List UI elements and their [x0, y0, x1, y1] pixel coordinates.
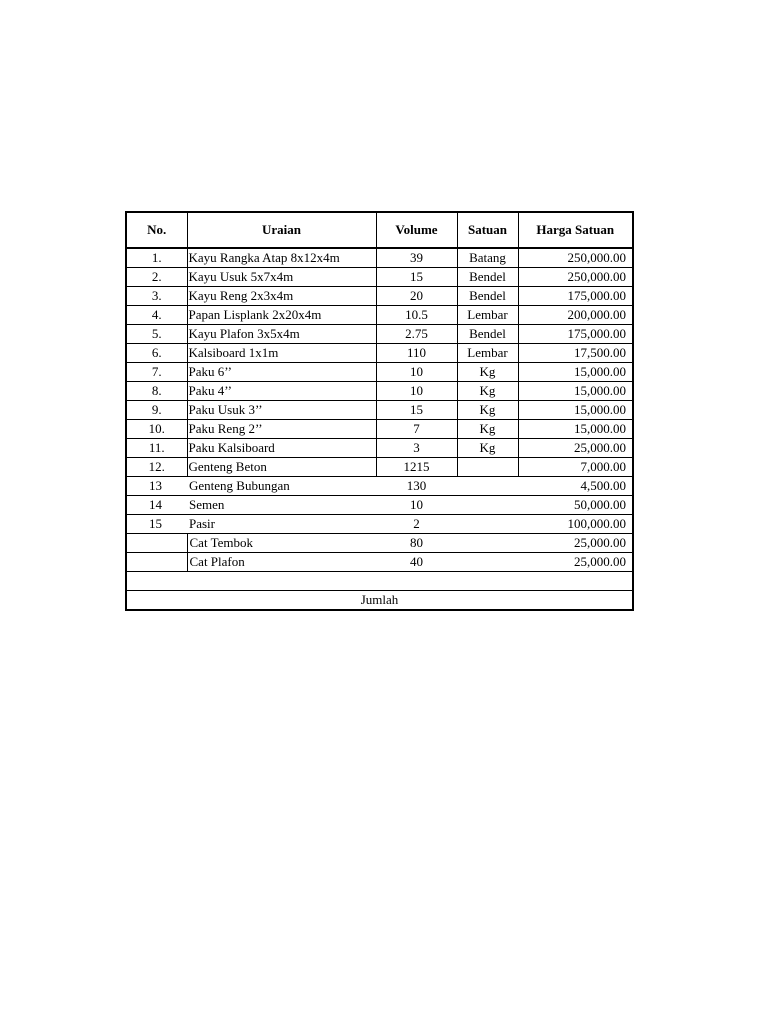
cell-uraian[interactable]: Kalsiboard 1x1m	[187, 344, 376, 363]
table-row	[126, 248, 633, 268]
cell-uraian[interactable]: Kayu Usuk 5x7x4m	[187, 268, 376, 287]
blank-row	[126, 572, 633, 591]
cell-volume[interactable]: 2.75	[376, 325, 457, 344]
cell-uraian[interactable]: Paku Usuk 3’’	[187, 401, 376, 420]
cell-volume[interactable]: 39	[376, 248, 457, 268]
cell-harga[interactable]: 25,000.00	[518, 534, 633, 553]
cell-volume[interactable]: 1215	[376, 458, 457, 477]
cell-uraian[interactable]: Cat Tembok	[187, 534, 376, 553]
cell-uraian[interactable]: Paku Reng 2’’	[187, 420, 376, 439]
spreadsheet-sheet	[125, 211, 632, 611]
cell-volume[interactable]: 40	[376, 553, 457, 572]
blank-cell[interactable]	[126, 572, 633, 591]
cell-volume[interactable]: 7	[376, 420, 457, 439]
cell-volume[interactable]: 10	[376, 363, 457, 382]
cell-satuan[interactable]: Bendel	[457, 268, 518, 287]
cell-uraian[interactable]: Kayu Plafon 3x5x4m	[187, 325, 376, 344]
cell-uraian[interactable]: Paku 4’’	[187, 382, 376, 401]
cell-volume[interactable]: 10.5	[376, 306, 457, 325]
cell-satuan[interactable]: Batang	[457, 248, 518, 268]
cell-satuan[interactable]: Bendel	[457, 325, 518, 344]
cell-no[interactable]: 14	[126, 496, 187, 515]
cell-harga[interactable]: 25,000.00	[518, 553, 633, 572]
cell-uraian[interactable]: Kayu Reng 2x3x4m	[187, 287, 376, 306]
cell-no[interactable]: 2.	[126, 268, 187, 287]
cell-harga[interactable]: 15,000.00	[518, 382, 633, 401]
cell-no[interactable]: 7.	[126, 363, 187, 382]
cell-no[interactable]	[126, 553, 187, 572]
cell-no[interactable]: 15	[126, 515, 187, 534]
material-price-table	[125, 211, 634, 611]
table-row	[126, 477, 633, 496]
header-harga-satuan: Harga Satuan	[518, 212, 633, 248]
cell-satuan[interactable]	[457, 496, 518, 515]
cell-uraian[interactable]: Semen	[187, 496, 376, 515]
cell-harga[interactable]: 4,500.00	[518, 477, 633, 496]
cell-satuan[interactable]: Kg	[457, 420, 518, 439]
table-row	[126, 496, 633, 515]
table-row	[126, 401, 633, 420]
header-satuan: Satuan	[457, 212, 518, 248]
cell-volume[interactable]: 15	[376, 401, 457, 420]
cell-no[interactable]: 6.	[126, 344, 187, 363]
cell-uraian[interactable]: Cat Plafon	[187, 553, 376, 572]
cell-no[interactable]: 8.	[126, 382, 187, 401]
cell-harga[interactable]: 15,000.00	[518, 401, 633, 420]
cell-satuan[interactable]: Lembar	[457, 344, 518, 363]
table-row	[126, 268, 633, 287]
total-label-cell[interactable]: Jumlah	[126, 591, 633, 611]
table-row	[126, 553, 633, 572]
cell-no[interactable]: 3.	[126, 287, 187, 306]
cell-satuan[interactable]	[457, 458, 518, 477]
cell-no[interactable]: 12.	[126, 458, 187, 477]
cell-uraian[interactable]: Genteng Bubungan	[187, 477, 376, 496]
cell-harga[interactable]: 175,000.00	[518, 325, 633, 344]
table-row	[126, 420, 633, 439]
cell-harga[interactable]: 250,000.00	[518, 248, 633, 268]
cell-harga[interactable]: 15,000.00	[518, 420, 633, 439]
cell-volume[interactable]: 130	[376, 477, 457, 496]
cell-harga[interactable]: 100,000.00	[518, 515, 633, 534]
cell-uraian[interactable]: Genteng Beton	[187, 458, 376, 477]
cell-no[interactable]	[126, 534, 187, 553]
cell-harga[interactable]: 175,000.00	[518, 287, 633, 306]
table-row	[126, 344, 633, 363]
table-header-row	[126, 212, 633, 248]
cell-harga[interactable]: 200,000.00	[518, 306, 633, 325]
cell-satuan[interactable]	[457, 515, 518, 534]
table-row	[126, 515, 633, 534]
cell-satuan[interactable]: Lembar	[457, 306, 518, 325]
cell-harga[interactable]: 15,000.00	[518, 363, 633, 382]
cell-no[interactable]: 13	[126, 477, 187, 496]
total-row	[126, 591, 633, 611]
cell-harga[interactable]: 7,000.00	[518, 458, 633, 477]
cell-uraian[interactable]: Pasir	[187, 515, 376, 534]
table-row	[126, 382, 633, 401]
header-uraian: Uraian	[187, 212, 376, 248]
table-row	[126, 287, 633, 306]
cell-harga[interactable]: 17,500.00	[518, 344, 633, 363]
cell-satuan[interactable]: Kg	[457, 382, 518, 401]
cell-uraian[interactable]: Paku 6’’	[187, 363, 376, 382]
cell-no[interactable]: 5.	[126, 325, 187, 344]
cell-no[interactable]: 10.	[126, 420, 187, 439]
cell-satuan[interactable]: Kg	[457, 401, 518, 420]
cell-satuan[interactable]	[457, 553, 518, 572]
cell-volume[interactable]: 15	[376, 268, 457, 287]
cell-uraian[interactable]: Kayu Rangka Atap 8x12x4m	[187, 248, 376, 268]
cell-harga[interactable]: 50,000.00	[518, 496, 633, 515]
cell-satuan[interactable]	[457, 477, 518, 496]
cell-satuan[interactable]	[457, 534, 518, 553]
table-row	[126, 458, 633, 477]
cell-volume[interactable]: 10	[376, 496, 457, 515]
cell-uraian[interactable]: Papan Lisplank 2x20x4m	[187, 306, 376, 325]
table-row	[126, 306, 633, 325]
cell-no[interactable]: 4.	[126, 306, 187, 325]
header-no: No.	[126, 212, 187, 248]
cell-harga[interactable]: 250,000.00	[518, 268, 633, 287]
cell-volume[interactable]: 2	[376, 515, 457, 534]
table-row	[126, 534, 633, 553]
cell-satuan[interactable]: Kg	[457, 363, 518, 382]
cell-satuan[interactable]: Bendel	[457, 287, 518, 306]
cell-volume[interactable]: 3	[376, 439, 457, 458]
cell-satuan[interactable]: Kg	[457, 439, 518, 458]
cell-volume[interactable]: 110	[376, 344, 457, 363]
cell-no[interactable]: 9.	[126, 401, 187, 420]
cell-volume[interactable]: 80	[376, 534, 457, 553]
cell-no[interactable]: 11.	[126, 439, 187, 458]
cell-volume[interactable]: 10	[376, 382, 457, 401]
cell-harga[interactable]: 25,000.00	[518, 439, 633, 458]
cell-uraian[interactable]: Paku Kalsiboard	[187, 439, 376, 458]
table-row	[126, 363, 633, 382]
table-row	[126, 325, 633, 344]
cell-volume[interactable]: 20	[376, 287, 457, 306]
header-volume: Volume	[376, 212, 457, 248]
cell-no[interactable]: 1.	[126, 248, 187, 268]
table-row	[126, 439, 633, 458]
